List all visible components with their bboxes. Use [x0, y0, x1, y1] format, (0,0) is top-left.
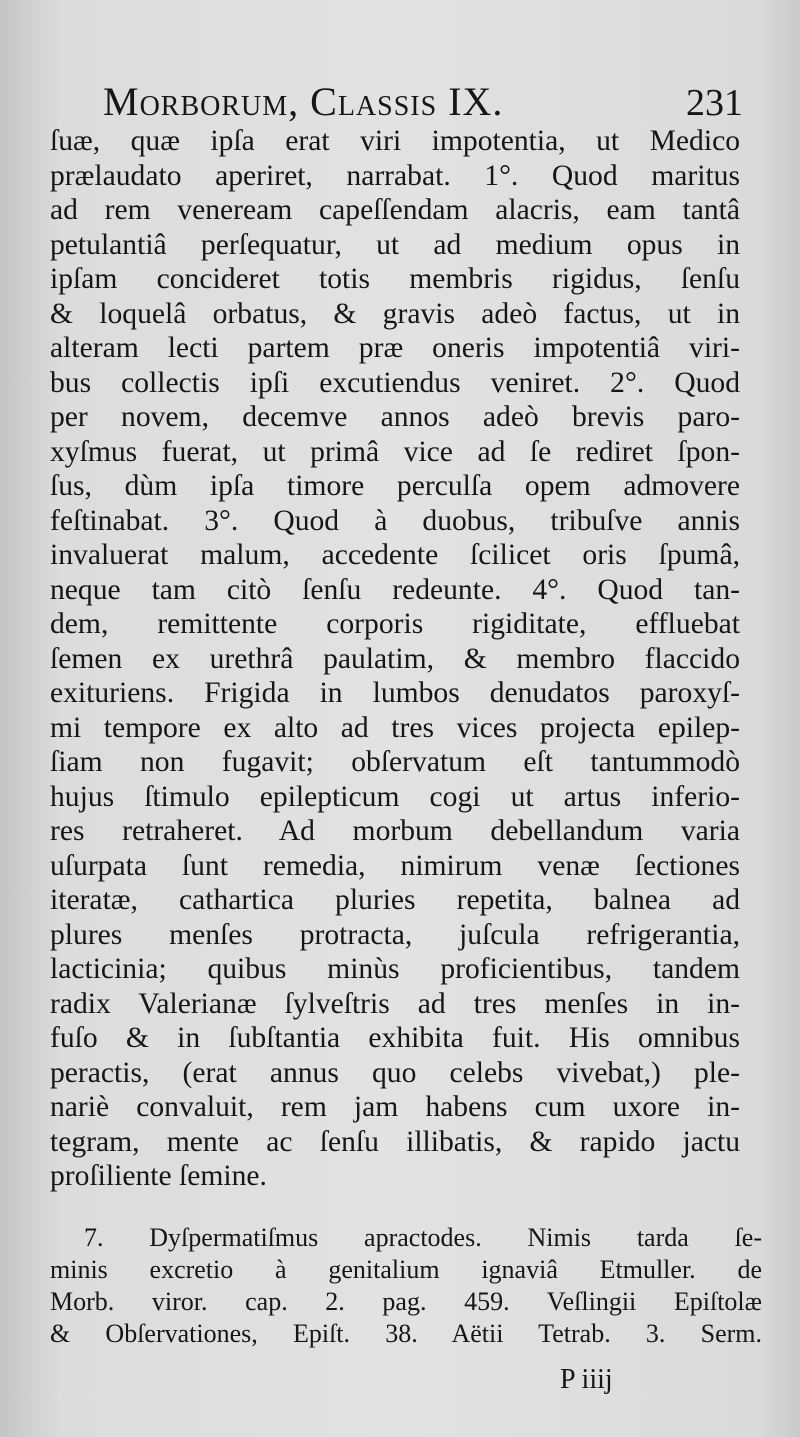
text-line: per novem, decemve annos adeò brevis paro- — [50, 401, 740, 433]
text-line: peractis, (erat annus quo celebs vivebat,) ple- — [50, 1056, 740, 1089]
text-line: invaluerat malum, accedente ſcilicet oris ſpumâ, — [50, 539, 740, 571]
page-number: 231 — [686, 82, 743, 124]
text-line: bus collectis ipſi excutiendus veniret. 2°. Quod — [50, 366, 740, 399]
text-line: ad rem veneream capeſſendam alacris, eam tantâ — [50, 194, 740, 226]
text-line: fuſo & in ſubſtantia exhibita fuit. His omnibus — [50, 1022, 740, 1054]
text-line: mi tempore ex alto ad tres vices projecta epilep- — [50, 711, 740, 744]
text-line: feſtinabat. 3°. Quod à duobus, tribuſve annis — [50, 504, 740, 537]
text-line: ſiam non fugavit; obſervatum eſt tantummodò — [50, 746, 740, 778]
text-line: prælaudato aperiret, narrabat. 1°. Quod maritus — [50, 159, 740, 192]
text-line: & loquelâ orbatus, & gravis adeò factus, ut in — [50, 297, 740, 330]
text-line: petulantiâ perſequatur, ut ad medium opus in — [50, 228, 740, 261]
text-line: xyſmus fuerat, ut primâ vice ad ſe rediret ſpon- — [50, 435, 740, 468]
footnote-block — [50, 1222, 762, 1350]
footnote-line: minis excretio à genitalium ignaviâ Etmuller. de — [50, 1255, 762, 1284]
text-line: ſus, dùm ipſa timore perculſa opem admovere — [50, 470, 740, 502]
text-line: plures menſes protracta, juſcula refrigerantia, — [50, 918, 740, 951]
text-line: ſemen ex urethrâ paulatim, & membro flaccido — [50, 642, 740, 675]
main-paragraph — [50, 124, 740, 1194]
text-line: radix Valerianæ ſylveſtris ad tres menſes in in- — [50, 987, 740, 1020]
footnote-line: Morb. viror. cap. 2. pag. 459. Veſlingii Epiſtolæ — [50, 1287, 762, 1316]
signature-mark: P iiij — [560, 1364, 613, 1395]
text-line: ſuæ, quæ ipſa erat viri impotentia, ut Medico — [50, 125, 740, 157]
text-line: ipſam concideret totis membris rigidus, ſenſu — [50, 263, 740, 295]
footnote-line: & Obſervationes, Epiſt. 38. Aëtii Tetrab. 3. Serm. — [50, 1319, 762, 1348]
text-line: lacticinia; quibus minùs proficientibus, tandem — [50, 953, 740, 985]
text-line: dem, remittente corporis rigiditate, effluebat — [50, 608, 740, 640]
running-title: Morborum, Classis IX. — [103, 79, 504, 124]
text-line: res retraheret. Ad morbum debellandum varia — [50, 815, 740, 847]
text-line: proſiliente ſemine. — [50, 1160, 267, 1192]
text-line: iteratæ, cathartica pluries repetita, balnea ad — [50, 884, 740, 916]
text-line: hujus ſtimulo epilepticum cogi ut artus inferio- — [50, 780, 740, 813]
page-header — [103, 78, 743, 125]
text-line: exituriens. Frigida in lumbos denudatos paroxyſ- — [50, 677, 740, 709]
text-line: neque tam citò ſenſu redeunte. 4°. Quod tan- — [50, 573, 740, 606]
text-line: nariè convaluit, rem jam habens cum uxore in- — [50, 1091, 740, 1123]
text-line: tegram, mente ac ſenſu illibatis, & rapido jactu — [50, 1125, 740, 1158]
footnote-line: 7. Dyſpermatiſmus apractodes. Nimis tarda ſe- — [84, 1223, 762, 1252]
text-line: alteram lecti partem præ oneris impotentiâ viri- — [50, 332, 740, 364]
text-line: uſurpata ſunt remedia, nimirum venæ ſectiones — [50, 849, 740, 882]
